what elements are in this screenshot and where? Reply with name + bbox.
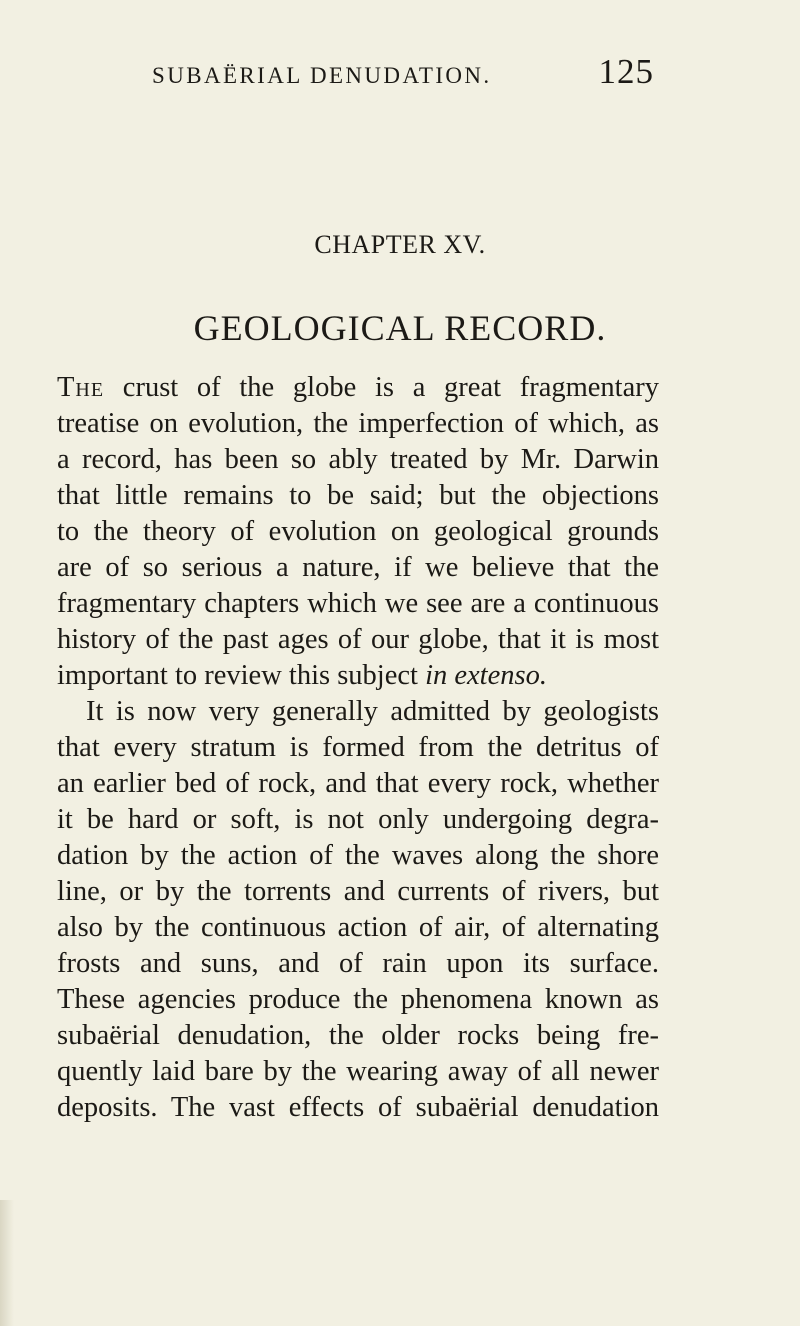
italic-phrase: in extenso. [425,660,547,691]
text-line: that little remains to be said; but the objections [57,480,659,511]
text-line: It is now very generally admitted by geologists [86,696,659,727]
text-line: to the theory of evolution on geological grounds [57,516,659,547]
text-line: treatise on evolution, the imperfection of which, as [57,408,659,439]
line-text: crust of the globe is a great fragmentary [104,372,659,403]
text-line: deposits. The vast effects of subaërial denudation [57,1092,659,1123]
text-line: dation by the action of the waves along the shore [57,840,659,871]
text-line [57,370,659,406]
chapter-title: GEOLOGICAL RECORD. [193,308,607,348]
text-line: These agencies produce the phenomena known as [57,984,659,1015]
text-line: it be hard or soft, is not only undergoing degra- [57,804,659,835]
text-line: line, or by the torrents and currents of rivers, but [57,876,659,907]
text-line: history of the past ages of our globe, that it is most [57,624,659,655]
text-line: that every stratum is formed from the detritus of [57,732,659,763]
small-caps-first-word: The [57,372,105,403]
running-title: SUBAËRIAL DENUDATION. [152,63,492,88]
page-edge-shadow [0,1200,14,1326]
text-line: fragmentary chapters which we see are a continuous [57,588,659,619]
line-text: important to review this subject [57,660,426,691]
text-line: also by the continuous action of air, of alternating [57,912,659,943]
text-line: frosts and suns, and of rain upon its surface. [57,948,659,979]
page-number: 125 [598,52,654,91]
text-line: subaërial denudation, the older rocks being fre- [57,1020,659,1051]
chapter-label: CHAPTER XV. [314,230,486,259]
text-line [57,658,659,694]
text-line: an earlier bed of rock, and that every rock, whether [57,768,659,799]
text-line: are of so serious a nature, if we believe that the [57,552,659,583]
text-line: quently laid bare by the wearing away of all newer [57,1056,659,1087]
running-head [152,52,654,92]
text-line: a record, has been so ably treated by Mr. Darwin [57,444,659,475]
